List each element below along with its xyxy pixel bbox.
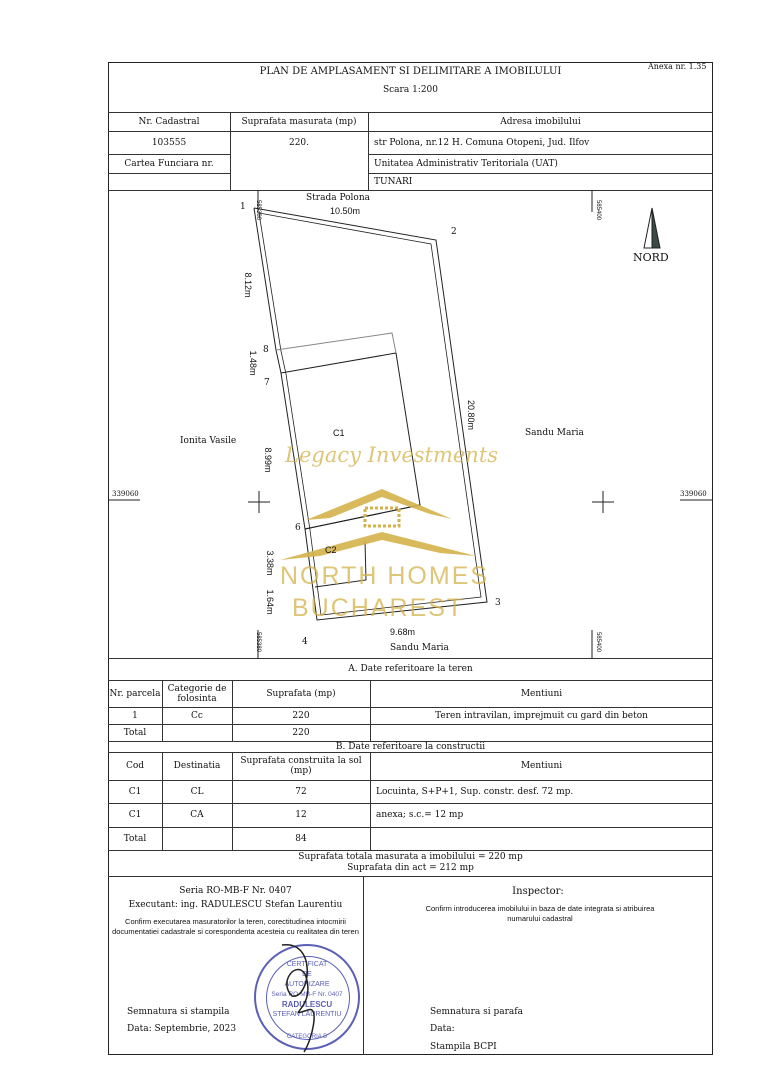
- stamp-category: CATEGORIA B: [286, 1034, 328, 1040]
- area-value: 220.: [288, 137, 310, 148]
- dim-1-8: 8.12m: [243, 272, 253, 298]
- point-6: 6: [295, 523, 301, 533]
- section-b-header: Suprafata construita la sol (mp): [240, 756, 362, 776]
- dim-8-7: 1.48m: [248, 350, 258, 376]
- inspector-date-label: Data:: [430, 1024, 455, 1034]
- cadastral-label: Nr. Cadastral: [138, 116, 200, 127]
- dim-3-4: 9.68m: [390, 627, 416, 637]
- north-arrow-icon: [644, 208, 652, 248]
- uat-label: Unitatea Administrativ Teritoriala (UAT): [374, 158, 558, 169]
- table-cell: Teren intravilan, imprejmuit cu gard din beton: [435, 710, 648, 721]
- inspector-title: Inspector:: [512, 886, 564, 897]
- divider: [108, 850, 713, 851]
- dim-x-4: 1.64m: [265, 589, 275, 615]
- watermark-line1: Legacy Investments: [285, 443, 499, 467]
- executant-series: Seria RO-MB-F Nr. 0407: [179, 886, 292, 896]
- table-cell: 84: [295, 833, 307, 844]
- inspector-stamp-label: Stampila BCPI: [430, 1042, 497, 1052]
- point-8: 8: [263, 345, 269, 355]
- dim-1-2: 10.50m: [330, 206, 361, 216]
- coord-x-top-right: 585400: [595, 199, 601, 221]
- building-c1-label: C1: [333, 428, 345, 438]
- table-cell: Locuinta, S+P+1, Sup. constr. desf. 72 mp.: [376, 786, 574, 797]
- section-a-title: A. Date referitoare la teren: [348, 664, 473, 674]
- table-cell: 72: [295, 786, 307, 797]
- table-cell: Total: [123, 727, 147, 738]
- executant-confirm: Confirm executarea masuratorilor la teren, corectitudinea intocmirii documentatiei cadastrale si corespondenta acesteia cu realitatea din teren: [112, 917, 359, 936]
- inspector-sign-label: Semnatura si parafa: [430, 1007, 523, 1017]
- divider: [108, 724, 713, 725]
- divider: [363, 876, 364, 1055]
- street-label: Strada Polona: [306, 193, 371, 203]
- neighbor-right: Sandu Maria: [525, 428, 584, 438]
- table-cell: CL: [190, 786, 204, 797]
- table-cell: anexa; s.c.= 12 mp: [376, 810, 464, 820]
- dim-6-x: 3.38m: [265, 550, 275, 576]
- north-label: NORD: [633, 251, 669, 264]
- coord-y-left: 339060: [112, 490, 139, 498]
- area-label: Suprafata masurata (mp): [241, 116, 357, 127]
- building-c2-label: C2: [325, 545, 337, 555]
- coord-x-top: 585380: [255, 199, 261, 221]
- coord-y-right: 339060: [680, 490, 707, 498]
- table-cell: C1: [128, 810, 142, 820]
- authorization-stamp: [254, 944, 360, 1050]
- neighbor-left: Ionita Vasile: [180, 436, 237, 446]
- cadastral-value: 103555: [151, 137, 187, 148]
- address-label: Adresa imobilului: [500, 116, 581, 127]
- divider: [108, 876, 713, 877]
- summary-act: Suprafata din act = 212 mp: [347, 863, 474, 873]
- section-a-header: Mentiuni: [520, 688, 563, 699]
- stamp-line: STEFAN LAURENTIU: [272, 1011, 342, 1018]
- executant-date: Data: Septembrie, 2023: [127, 1024, 237, 1034]
- stamp-line: DE: [302, 971, 312, 978]
- table-cell: C1: [128, 786, 142, 797]
- summary-total: Suprafata totala masurata a imobilului = 220 mp: [298, 852, 523, 862]
- section-a-header: Suprafata (mp): [266, 688, 336, 699]
- scale-label: Scara 1:200: [382, 85, 439, 95]
- neighbor-bottom: Sandu Maria: [390, 643, 449, 653]
- table-cell: 220: [292, 710, 310, 721]
- section-b-header: Destinatia: [173, 761, 221, 771]
- table-cell: 12: [295, 810, 307, 820]
- executant-name: Executant: ing. RADULESCU Stefan Laurentiu: [128, 900, 343, 910]
- divider: [108, 827, 713, 828]
- stamp-line: RADULESCU: [281, 1000, 333, 1009]
- point-3: 3: [495, 598, 501, 608]
- land-book-label: Cartea Funciara nr.: [124, 158, 214, 169]
- coord-x-bottom-right: 585400: [595, 631, 601, 653]
- inspector-confirm: Confirm introducerea imobilului in baza de date integrata si atribuirea numarului cadastral: [425, 904, 655, 923]
- dim-7-6: 8.99m: [263, 447, 273, 473]
- point-7: 7: [264, 378, 270, 388]
- table-cell: 220: [292, 727, 310, 738]
- watermark-line2: NORTH HOMES: [280, 562, 490, 590]
- table-cell: 1: [132, 710, 138, 721]
- stamp-line: AUTORIZARE: [284, 981, 330, 988]
- table-cell: Cc: [191, 710, 203, 721]
- stamp-line: CERTIFICAT: [286, 961, 328, 968]
- section-b-title: B. Date referitoare la constructii: [335, 741, 486, 752]
- address-value: str Polona, nr.12 H. Comuna Otopeni, Jud. Ilfov: [374, 137, 590, 148]
- uat-value: TUNARI: [374, 176, 413, 187]
- point-2: 2: [451, 227, 457, 237]
- table-cell: CA: [190, 810, 204, 820]
- coord-x-bottom: 585380: [255, 631, 261, 653]
- stamp-line: Seria RO-MB-F Nr. 0407: [271, 991, 343, 998]
- document-title: PLAN DE AMPLASAMENT SI DELIMITARE A IMOBILULUI: [259, 66, 562, 77]
- point-4: 4: [302, 637, 308, 647]
- executant-sign-label: Semnatura si stampila: [127, 1007, 230, 1017]
- annex-label: Anexa nr. 1.35: [648, 62, 707, 71]
- section-b-header: Mentiuni: [520, 761, 563, 771]
- dim-2-3: 20.80m: [466, 400, 476, 431]
- section-b-header: Cod: [125, 761, 145, 771]
- section-a-header: Nr. parcela: [109, 688, 161, 699]
- point-1: 1: [240, 202, 246, 212]
- section-a-header: Categorie de folosinta: [167, 683, 227, 704]
- watermark-line3: BUCHAREST: [292, 594, 465, 622]
- table-cell: Total: [123, 833, 147, 844]
- stamp-center-text: [256, 960, 358, 1020]
